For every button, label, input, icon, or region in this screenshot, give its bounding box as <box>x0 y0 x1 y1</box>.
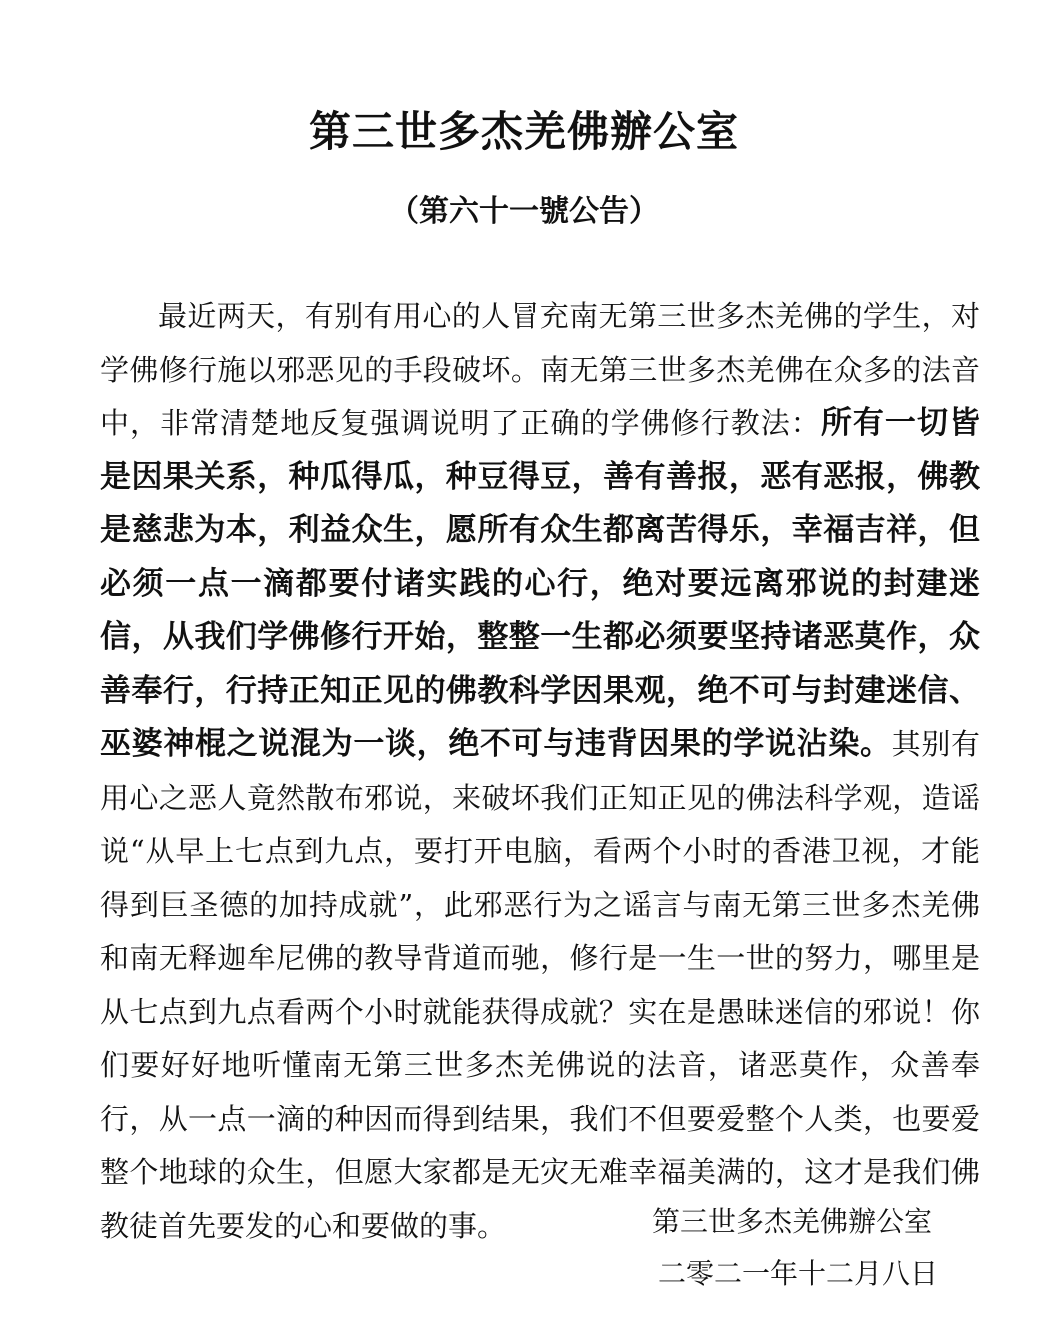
document-title: 第三世多杰羌佛辦公室 <box>308 107 739 156</box>
body-intro: 最近两天，有别有用心的人冒充南无第三世多杰羌佛的学生，对学佛修行施以邪恶见的手段破坏。南无第三世多杰羌佛在众多的法音中，非常清楚地反复强调说明了正确的学佛修行教法： <box>100 299 980 440</box>
signature-date: 二零二一年十二月八日 <box>658 1257 939 1290</box>
announcement-body <box>100 290 980 1253</box>
document-subtitle: （第六十一號公告） <box>389 194 659 229</box>
signature-block <box>652 1196 992 1300</box>
body-rest: 其别有用心之恶人竟然散布邪说，来破坏我们正知正见的佛法科学观，造谣说“从早上七点到九点，要打开电脑，看两个小时的香港卫视，才能得到巨圣德的加持成就”，此邪恶行为之谣言与南无第三世多杰羌佛和南无释迦牟尼佛的教导背道而驰，修行是一生一世的努力，哪里是从七点到九点看两个小时就能获得成就？实在是愚昧迷信的邪说！你们要好好地听懂南无第三世多杰羌佛说的法音，诸恶莫作，众善奉行，从一点一滴的种因而得到结果，我们不但要爱整个人类，也要爱整个地球的众生，但愿大家都是无灾无难幸福美满的，这才是我们佛教徒首先要发的心和要做的事。 <box>100 727 980 1243</box>
signature-office: 第三世多杰羌佛辦公室 <box>652 1205 933 1238</box>
body-emphasis: 所有一切皆是因果关系，种瓜得瓜，种豆得豆，善有善报，恶有恶报，佛教是慈悲为本，利益众生，愿所有众生都离苦得乐，幸福吉祥，但必须一点一滴都要付诸实践的心行，绝对要远离邪说的封建迷信，从我们学佛修行开始，整整一生都必须要坚持诸恶莫作，众善奉行，行持正知正见的佛教科学因果观，绝不可与封建迷信、巫婆神棍之说混为一谈，绝不可与违背因果的学说沾染。 <box>100 405 980 762</box>
